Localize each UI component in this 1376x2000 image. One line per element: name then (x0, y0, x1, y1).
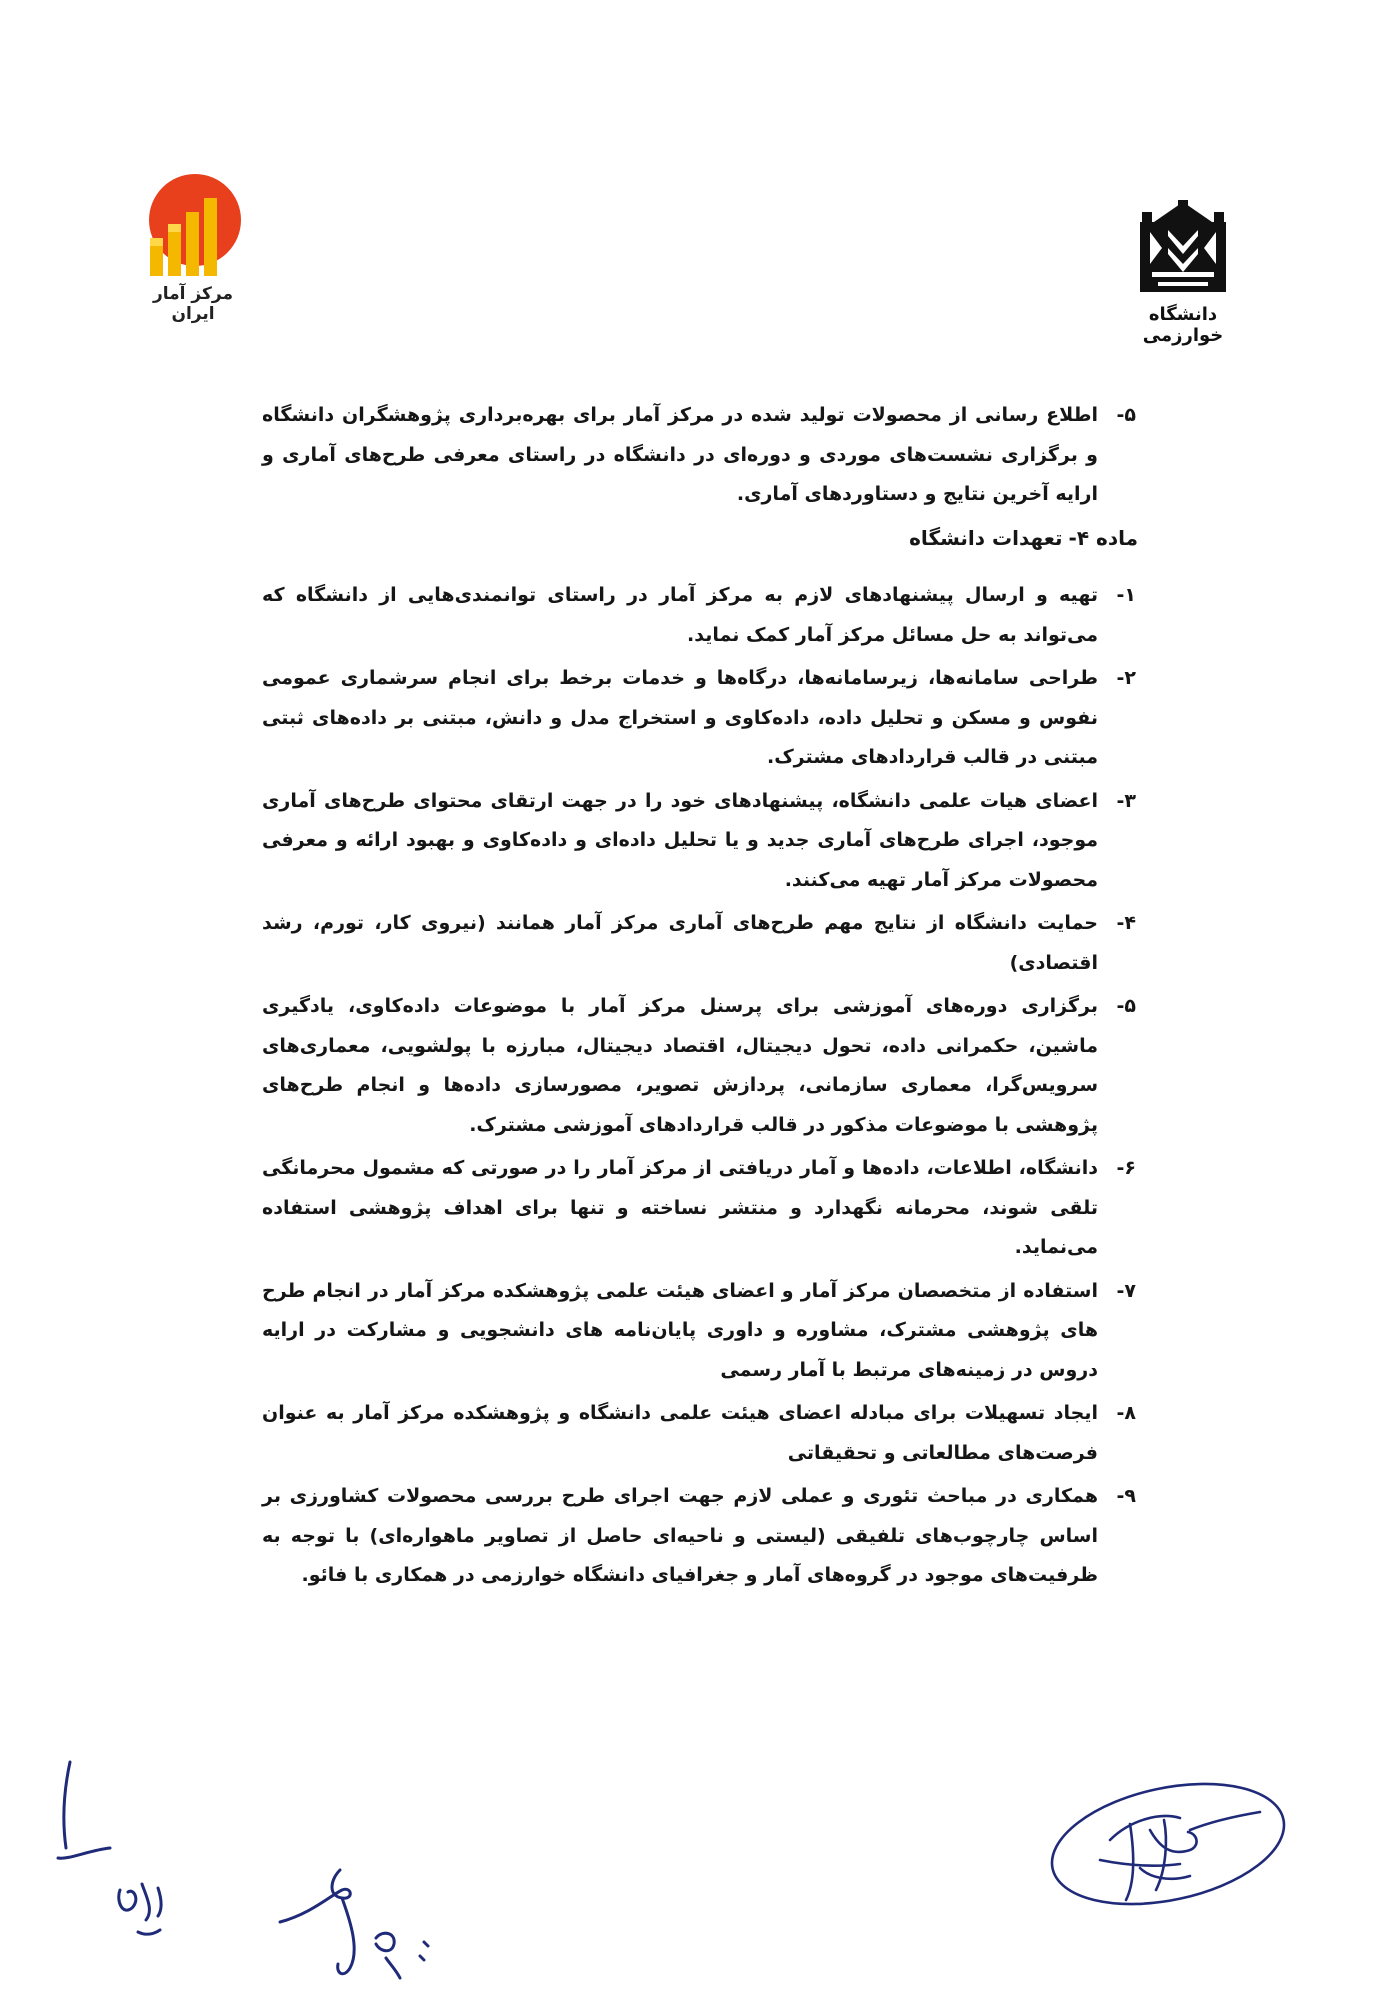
list-item (262, 904, 1136, 983)
list-item-number: ۸- (1116, 1402, 1136, 1424)
statistical-centre-caption: مرکز آمار ایران (152, 284, 233, 324)
list-item-text: اطلاع رسانی از محصولات تولید شده در مرکز آمار برای بهره‌برداری پژوهشگران دانشگاه و برگزاری نشست‌های موردی و دوره‌ای در دانشگاه در راستای معرفی طرح‌های آماری و ارایه آخرین نتایج و دستاوردهای آماری. (262, 404, 1098, 505)
list-item (262, 576, 1136, 655)
section-label: ماده ۴- (1068, 525, 1138, 550)
list-item-intro (262, 396, 1136, 515)
list-item (262, 659, 1136, 778)
list-item-number: ۵- (1116, 995, 1136, 1017)
list-item-number: ۱- (1116, 584, 1136, 606)
section-heading (262, 519, 1138, 559)
list-item-text: برگزاری دوره‌های آموزشی برای پرسنل مرکز آمار با موضوعات داده‌کاوی، یادگیری ماشین، حکمرانی داده، تحول دیجیتال، اقتصاد دیجیتال، مبارزه با پولشویی، معماری‌های سرویس‌گرا، معماری سازمانی، پردازش تصویر، مصورسازی داده‌ها و انجام طرح‌های پژوهشی با موضوعات مذکور در قالب قراردادهای آموزشی مشترک. (262, 995, 1098, 1136)
list-item-number: ۹- (1116, 1485, 1136, 1507)
statistical-centre-logo (138, 172, 248, 322)
signature-initial-left (50, 1750, 240, 1950)
list-item-text: همکاری در مباحث تئوری و عملی لازم جهت اجرای طرح بررسی محصولات کشاورزی بر اساس چارچوب‌های تلفیقی (لیستی و ناحیه‌ای حاصل از تصاویر ماهواره‌ای) با توجه به ظرفیت‌های موجود در گروه‌های آمار و جغرافیای دانشگاه خوارزمی در همکاری با فائو. (262, 1485, 1098, 1586)
list-item-text: استفاده از متخصصان مرکز آمار و اعضای هیئت علمی پژوهشکده مرکز آمار در انجام طرح های پژوهشی مشترک، مشاوره و داوری پایان‌نامه های دانشجویی و مشارکت در ارایه دروس در زمینه‌های مرتبط با آمار رسمی (262, 1279, 1098, 1381)
signature-right (1040, 1760, 1290, 1930)
list-item (262, 782, 1136, 901)
list-item-text: ایجاد تسهیلات برای مبادله اعضای هیئت علمی دانشگاه و پژوهشکده مرکز آمار به عنوان فرصت‌های مطالعاتی و تحقیقاتی (262, 1402, 1098, 1464)
list-item-text: تهیه و ارسال پیشنهادهای لازم به مرکز آمار در راستای توانمندی‌هایی از دانشگاه که می‌تواند به حل مسائل مرکز آمار کمک نماید. (262, 584, 1098, 646)
kharazmi-university-logo (1128, 200, 1238, 350)
kharazmi-caption: دانشگاه خوارزمی (1142, 304, 1224, 346)
list-item-number: ۶- (1116, 1157, 1136, 1179)
list-item (262, 987, 1136, 1145)
signature-middle (270, 1860, 470, 2000)
list-item-number: ۲- (1116, 667, 1136, 689)
list-item-text: دانشگاه، اطلاعات، داده‌ها و آمار دریافتی از مرکز آمار را در صورتی که مشمول محرمانگی تلقی شوند، محرمانه نگهدارد و منتشر نساخته و تنها برای اهداف پژوهشی استفاده می‌نماید. (262, 1157, 1098, 1258)
list-item-number: ۵- (1116, 404, 1136, 426)
kharazmi-emblem-icon (1128, 200, 1238, 304)
list-item-number: ۴- (1116, 912, 1136, 934)
list-item (262, 1394, 1136, 1473)
list-item (262, 1477, 1136, 1596)
list-item-number: ۷- (1116, 1279, 1136, 1302)
list-item-text: حمایت دانشگاه از نتایج مهم طرح‌های آماری مرکز آمار همانند (نیروی کار، تورم، رشد اقتصادی) (262, 912, 1098, 974)
list-item (262, 1272, 1136, 1391)
section-title: تعهدات دانشگاه (909, 525, 1063, 550)
statistical-centre-emblem-icon (138, 172, 248, 282)
list-item-number: ۳- (1116, 789, 1136, 812)
list-item-text: طراحی سامانه‌ها، زیرسامانه‌ها، درگاه‌ها و خدمات برخط برای انجام سرشماری عمومی نفوس و مسکن و تحلیل داده، داده‌کاوی و استخراج مدل و دانش، مبتنی بر داده‌های ثبتی مبتنی در قالب قراردادهای مشترک. (262, 667, 1098, 768)
list-item-text: اعضای هیات علمی دانشگاه، پیشنهادهای خود را در جهت ارتقای محتوای طرح‌های آماری موجود، اجرای طرح‌های آماری جدید و یا تحلیل داده‌ای و داده‌کاوی و بهبود ارائه و معرفی محصولات مرکز آمار تهیه می‌کنند. (262, 789, 1098, 891)
agreement-body (262, 396, 1136, 1600)
list-item (262, 1149, 1136, 1268)
